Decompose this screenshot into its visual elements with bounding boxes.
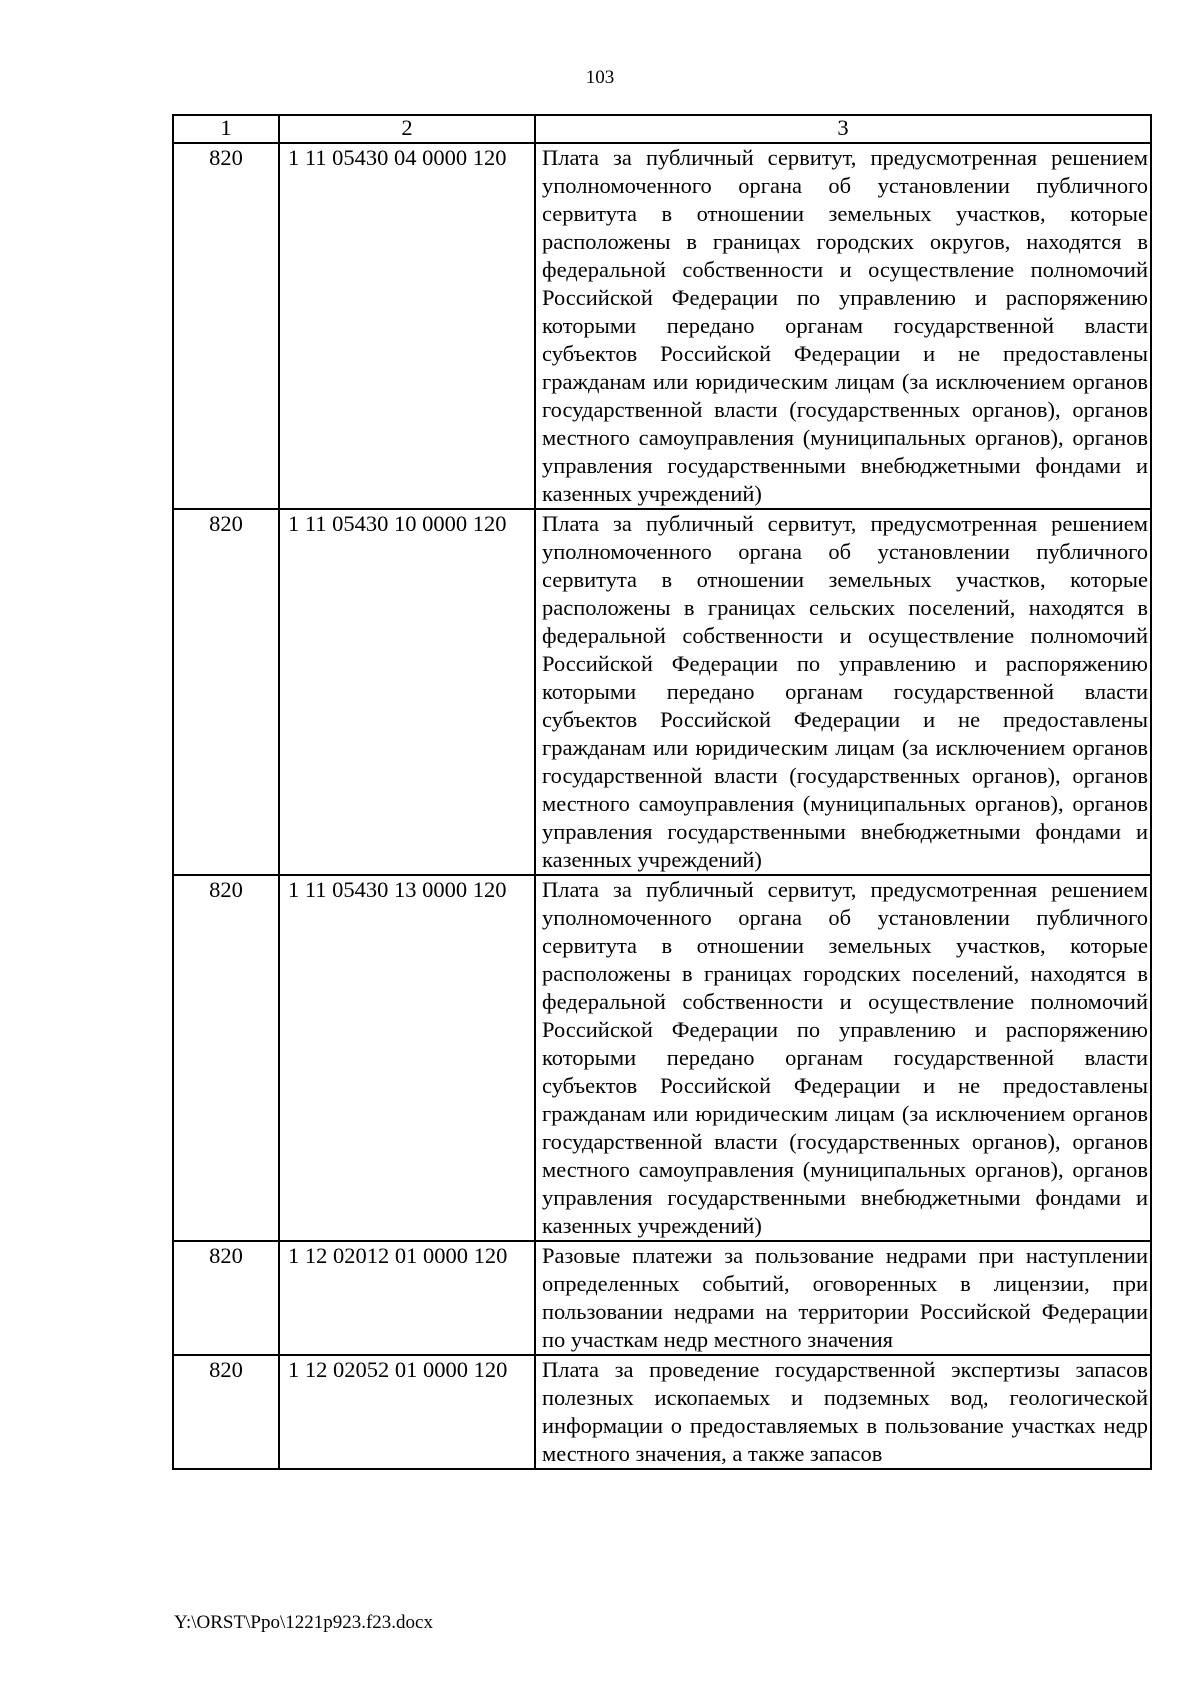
- description-cell: Плата за публичный сервитут, предусмотренная решением уполномоченного органа об установлении публичного сервитута в отношении земельных участков, которые расположены в границах городских округов, находятся в федеральной собственности и осуществление полномочий Российской Федерации по управлению и распоряжению которыми передано органам государственной власти субъектов Российской Федерации и не предоставлены гражданам или юридическим лицам (за исключением органов государственной власти (государственных органов), органов местного самоуправления (муниципальных органов), органов управления государственными внебюджетными фондами и казенных учреждений): [535, 143, 1151, 509]
- admin-code-cell: 820: [173, 143, 279, 509]
- table-row: [173, 509, 1151, 875]
- description-cell: Разовые платежи за пользование недрами при наступлении определенных событий, оговоренных в лицензии, при пользовании недрами на территории Российской Федерации по участкам недр местного значения: [535, 1241, 1151, 1355]
- table-row: [173, 1241, 1151, 1355]
- page-number: 103: [585, 67, 615, 88]
- footer-file-path: Y:\ORST\Ppo\1221p923.f23.docx: [174, 1612, 433, 1633]
- budget-code-cell: 1 11 05430 10 0000 120: [279, 509, 535, 875]
- admin-code-cell: 820: [173, 875, 279, 1241]
- admin-code-cell: 820: [173, 509, 279, 875]
- budget-code-cell: 1 11 05430 04 0000 120: [279, 143, 535, 509]
- column-header-1: 1: [173, 115, 279, 143]
- description-cell: Плата за проведение государственной экспертизы запасов полезных ископаемых и подземных вод, геологической информации о предоставляемых в пользование участках недр местного значения, а также запасов: [535, 1355, 1151, 1469]
- table-header-row: [173, 115, 1151, 143]
- budget-code-cell: 1 11 05430 13 0000 120: [279, 875, 535, 1241]
- budget-code-cell: 1 12 02052 01 0000 120: [279, 1355, 535, 1469]
- budget-codes-table: [172, 114, 1152, 1470]
- description-cell: Плата за публичный сервитут, предусмотренная решением уполномоченного органа об установлении публичного сервитута в отношении земельных участков, которые расположены в границах сельских поселений, находятся в федеральной собственности и осуществление полномочий Российской Федерации по управлению и распоряжению которыми передано органам государственной власти субъектов Российской Федерации и не предоставлены гражданам или юридическим лицам (за исключением органов государственной власти (государственных органов), органов местного самоуправления (муниципальных органов), органов управления государственными внебюджетными фондами и казенных учреждений): [535, 509, 1151, 875]
- description-cell: Плата за публичный сервитут, предусмотренная решением уполномоченного органа об установлении публичного сервитута в отношении земельных участков, которые расположены в границах городских поселений, находятся в федеральной собственности и осуществление полномочий Российской Федерации по управлению и распоряжению которыми передано органам государственной власти субъектов Российской Федерации и не предоставлены гражданам или юридическим лицам (за исключением органов государственной власти (государственных органов), органов местного самоуправления (муниципальных органов), органов управления государственными внебюджетными фондами и казенных учреждений): [535, 875, 1151, 1241]
- admin-code-cell: 820: [173, 1241, 279, 1355]
- table-row: [173, 1355, 1151, 1469]
- table-row: [173, 143, 1151, 509]
- column-header-2: 2: [279, 115, 535, 143]
- budget-code-cell: 1 12 02012 01 0000 120: [279, 1241, 535, 1355]
- table-row: [173, 875, 1151, 1241]
- column-header-3: 3: [535, 115, 1151, 143]
- admin-code-cell: 820: [173, 1355, 279, 1469]
